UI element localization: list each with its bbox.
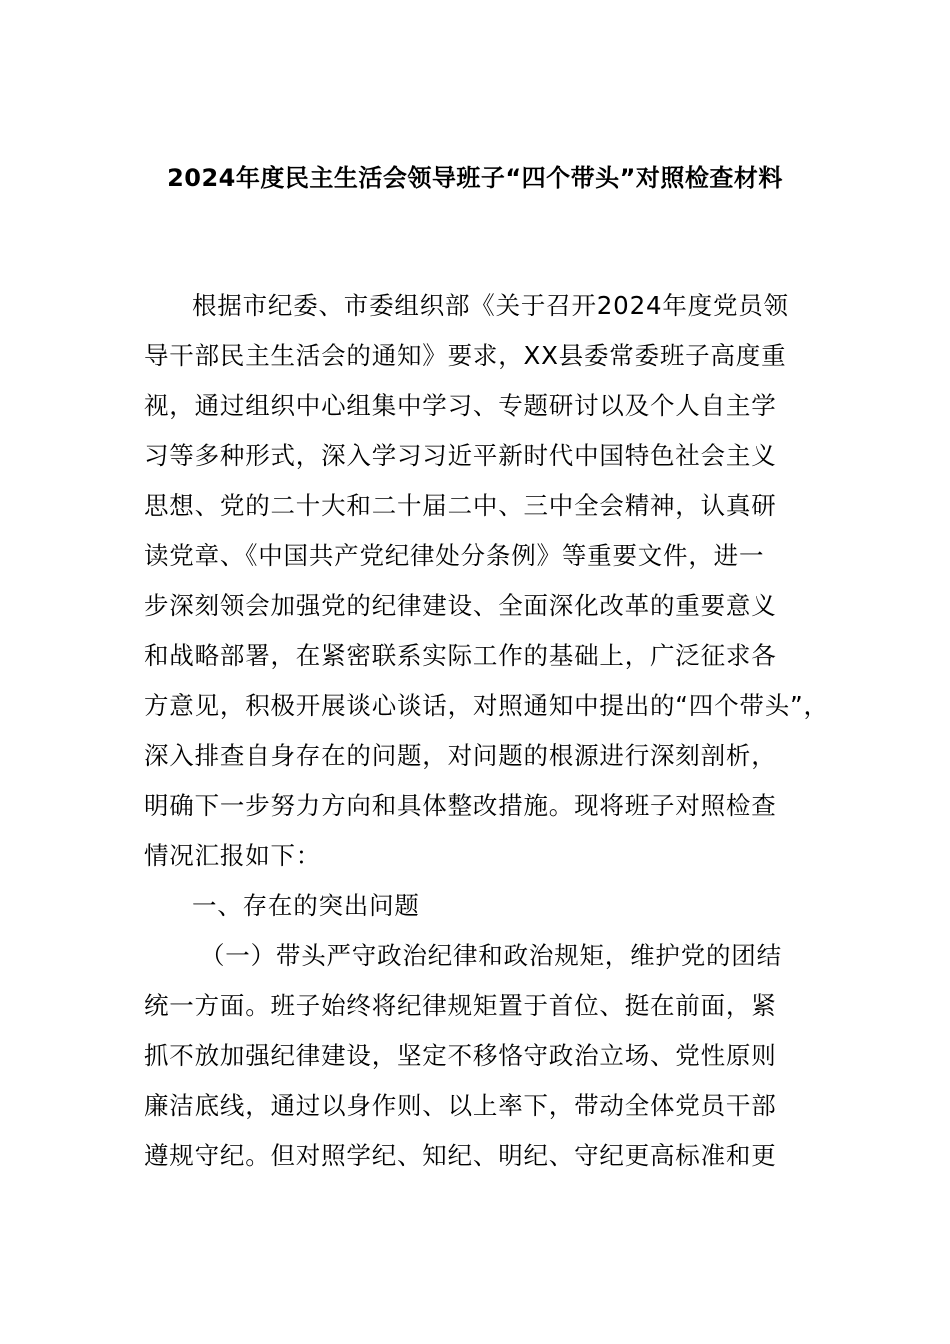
paragraph-line: 深入排查自身存在的问题，对问题的根源进行深刻剖析， [144, 741, 777, 770]
paragraph-line: 视，通过组织中心组集中学习、专题研讨以及个人自主学 [144, 391, 777, 420]
paragraph-line: 情况汇报如下： [144, 841, 322, 870]
paragraph-line: 思想、党的二十大和二十届二中、三中全会精神，认真研 [144, 491, 777, 520]
paragraph-line: 导干部民主生活会的通知》要求，XX县委常委班子高度重 [144, 341, 787, 370]
paragraph-line: 和战略部署，在紧密联系实际工作的基础上，广泛征求各 [144, 641, 777, 670]
paragraph-line: 方意见，积极开展谈心谈话，对照通知中提出的“四个带头”， [144, 691, 829, 720]
paragraph-line: 步深刻领会加强党的纪律建设、全面深化改革的重要意义 [144, 591, 777, 620]
paragraph-line: 明确下一步努力方向和具体整改措施。现将班子对照检查 [144, 791, 777, 820]
document-body [144, 281, 829, 1181]
paragraph-line: 遵规守纪。但对照学纪、知纪、明纪、守纪更高标准和更 [144, 1141, 777, 1170]
paragraph-line: 抓不放加强纪律建设，坚定不移恪守政治立场、党性原则 [144, 1041, 777, 1070]
paragraph-line: 统一方面。班子始终将纪律规矩置于首位、挺在前面，紧 [144, 991, 777, 1020]
document-title: 2024年度民主生活会领导班子“四个带头”对照检查材料 [167, 164, 783, 192]
paragraph-line: 读党章、《中国共产党纪律处分条例》等重要文件，进一 [144, 541, 765, 570]
paragraph-line: 根据市纪委、市委组织部《关于召开2024年度党员领 [192, 291, 789, 320]
paragraph-line: 习等多种形式，深入学习习近平新时代中国特色社会主义 [144, 441, 777, 470]
section-heading: 一、存在的突出问题 [192, 891, 420, 920]
paragraph-line: 廉洁底线，通过以身作则、以上率下，带动全体党员干部 [144, 1091, 777, 1120]
subsection-heading-line: （一）带头严守政治纪律和政治规矩，维护党的团结 [200, 941, 782, 970]
